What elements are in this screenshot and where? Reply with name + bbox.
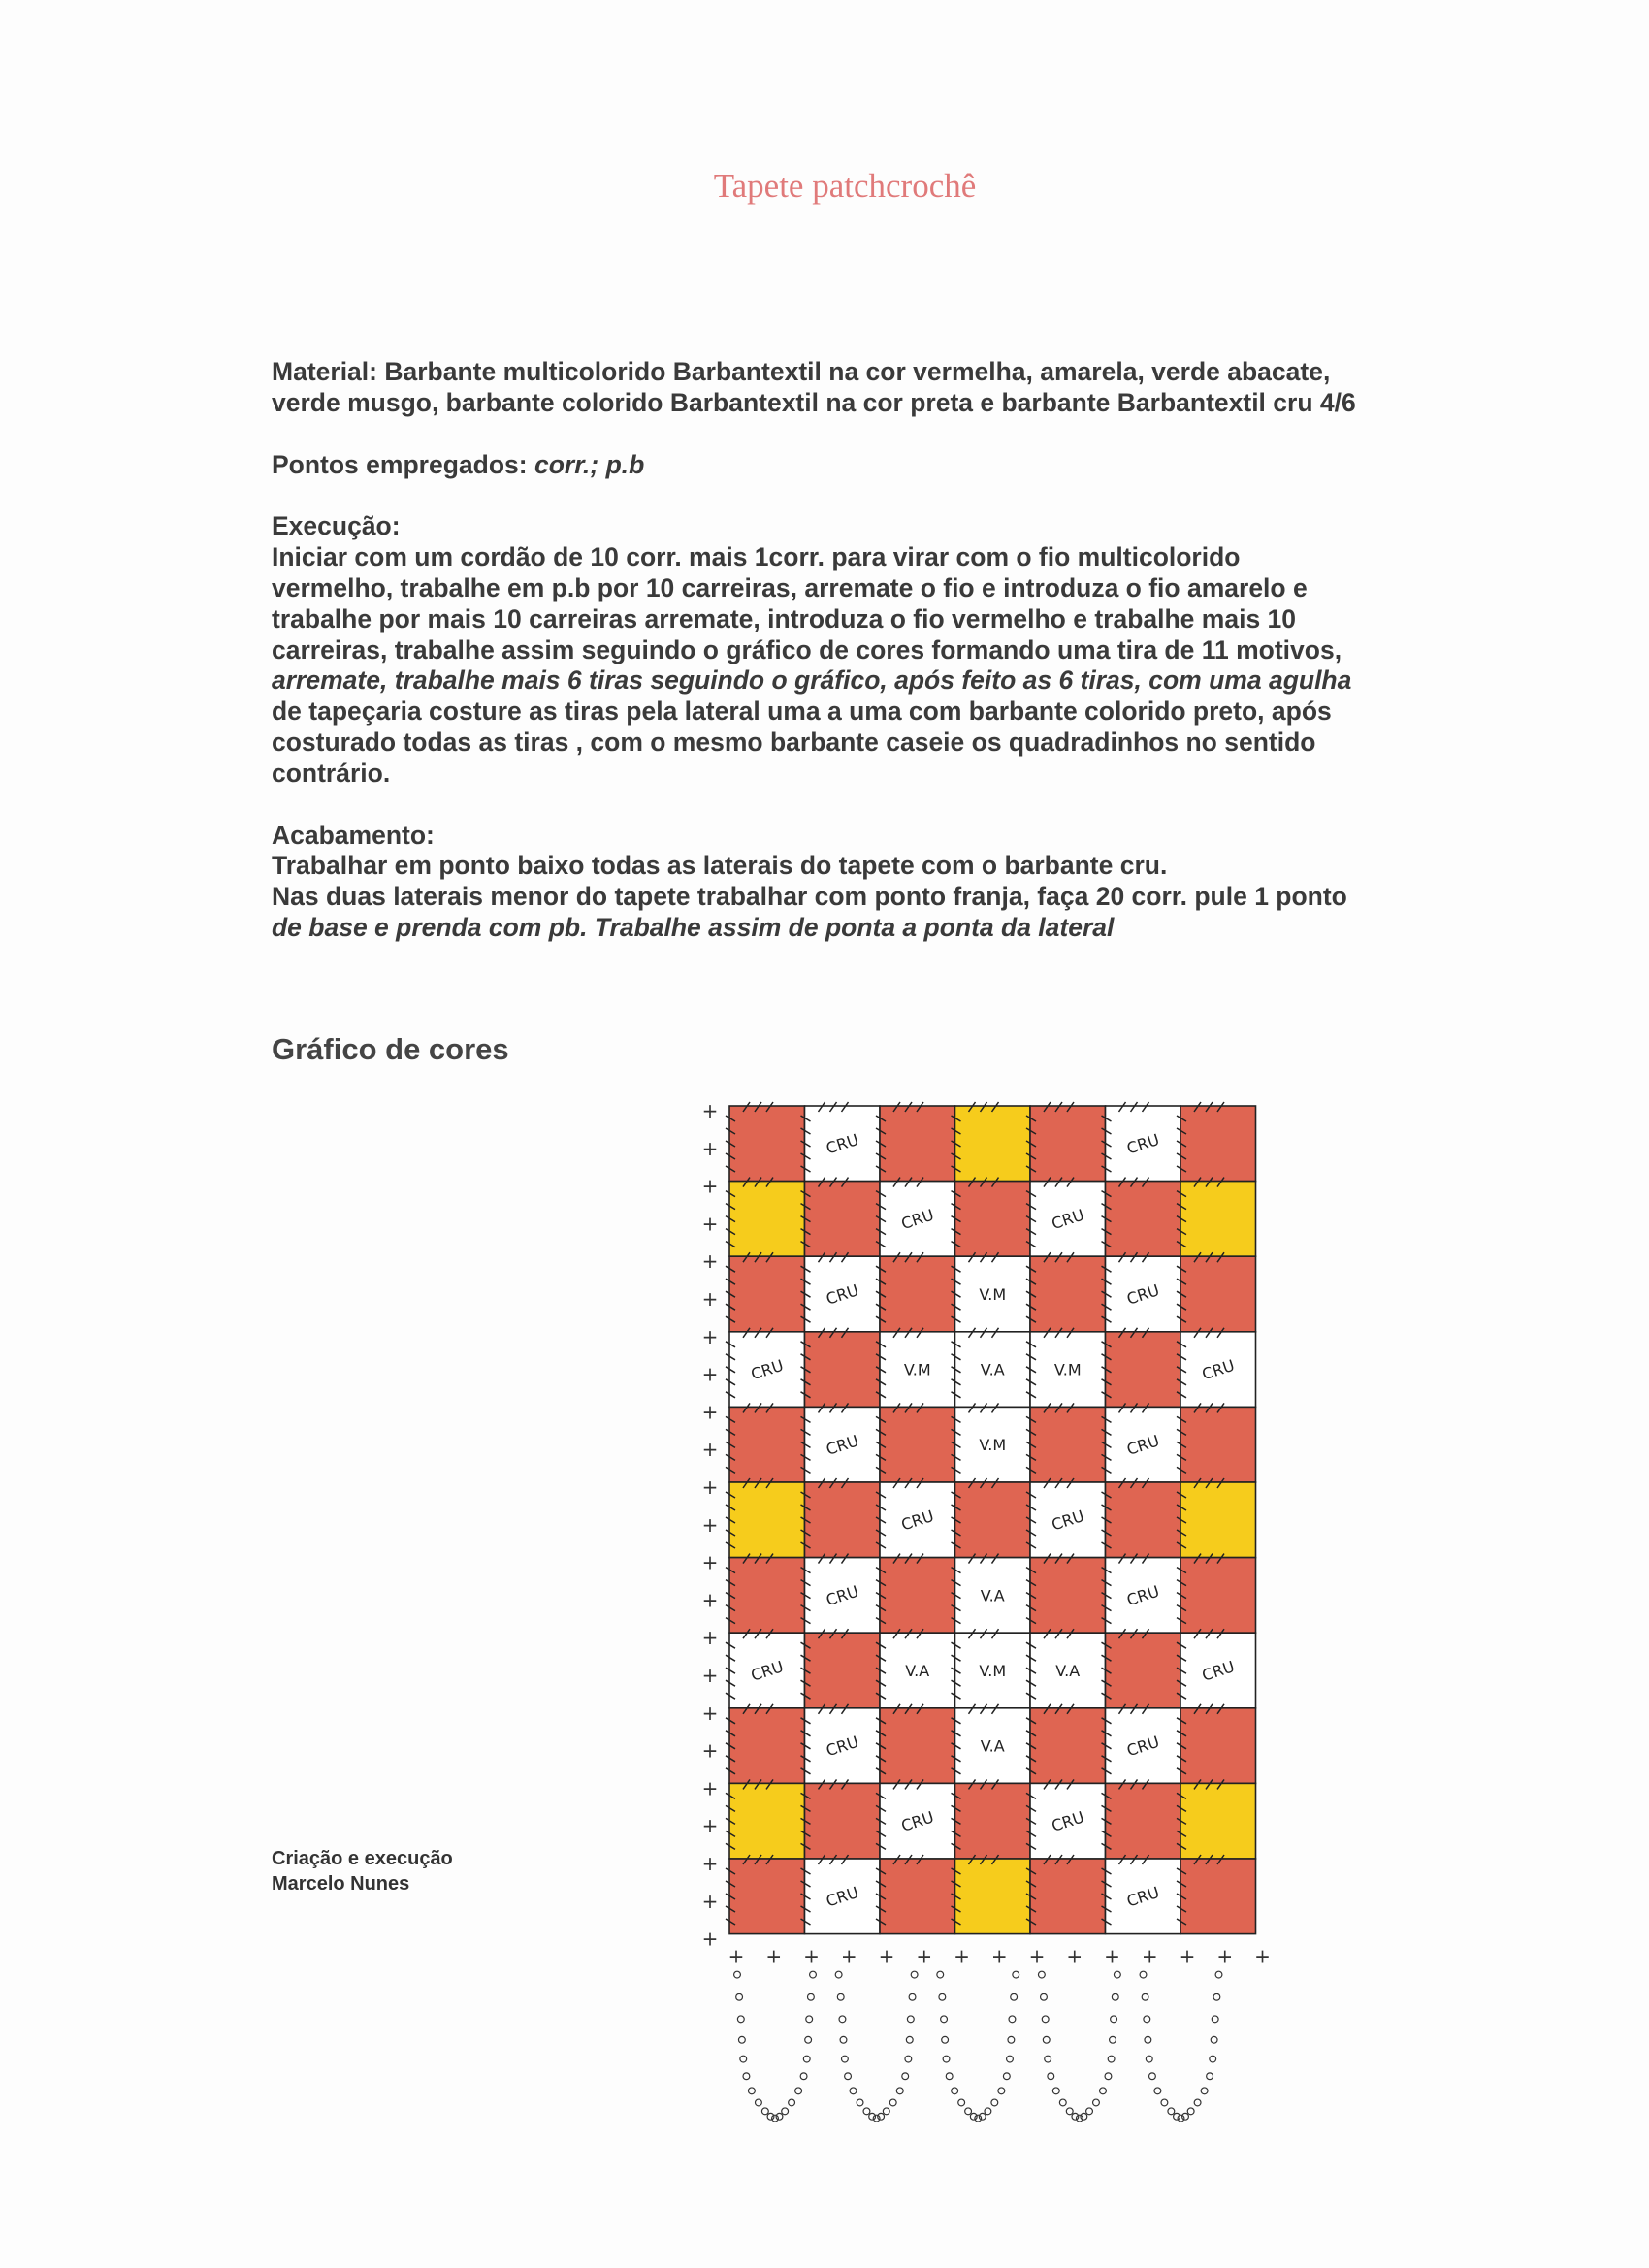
fringe-chain-stitch (737, 2016, 744, 2023)
fringe-chain-stitch (839, 2016, 846, 2023)
acabamento-line: Trabalhar em ponto baixo todas as laterais do tapete com o barbante cru. (272, 851, 1168, 881)
fringe-chain-stitch (806, 2016, 813, 2023)
fringe-chain-stitch (1108, 2056, 1115, 2062)
fringe-chain-stitch (767, 2113, 774, 2120)
cell-label: CRU (824, 1431, 861, 1459)
fringe-chain-stitch (1003, 2073, 1010, 2080)
chart-cell (880, 1558, 955, 1634)
plus-mark: + (990, 1944, 1008, 1968)
chart-cell (1030, 1708, 1106, 1784)
fringe-chain-stitch (1212, 2016, 1218, 2023)
fringe-chain-stitch (902, 2073, 909, 2080)
chart-cell (729, 1182, 805, 1257)
cell-label: V.M (979, 1285, 1007, 1304)
cell-label: CRU (824, 1882, 861, 1911)
fringe-chain-stitch (857, 2099, 863, 2106)
fringe-chain-stitch (1146, 2056, 1152, 2062)
fringe-chain-stitch (1086, 2108, 1093, 2115)
fringe-chain-stitch (878, 2113, 885, 2120)
execucao-line: arremate, trabalhe mais 6 tiras seguindo o gráfico, após feito as 6 tiras, com uma agulha (272, 665, 1352, 696)
fringe-chain-stitch (985, 2108, 991, 2115)
chart-cell (1180, 1106, 1256, 1182)
fringe-chain-stitch (1008, 2036, 1015, 2043)
fringe-chain-stitch (1207, 2073, 1213, 2080)
cell-label: CRU (1199, 1355, 1238, 1384)
chart-cell (1180, 1482, 1256, 1558)
fringe-chain-stitch (734, 1971, 741, 1978)
plus-mark: + (701, 1776, 719, 1800)
chart-cell (955, 1106, 1031, 1182)
cell-label: CRU (1124, 1581, 1162, 1610)
chart-cell (1106, 1482, 1181, 1558)
plus-mark: + (701, 1324, 719, 1348)
cell-label: V.A (980, 1360, 1005, 1379)
fringe-chain-stitch (943, 2056, 950, 2062)
plus-mark: + (701, 1400, 719, 1424)
plus-mark: + (701, 1550, 719, 1574)
plus-mark: + (701, 1852, 719, 1875)
fringe-chain-stitch (1140, 1971, 1147, 1978)
plus-mark: + (840, 1944, 857, 1968)
plus-mark: + (701, 1287, 719, 1311)
plus-mark: + (701, 1664, 719, 1687)
acabamento-heading: Acabamento: (272, 820, 435, 850)
fringe-chain-stitch (909, 1993, 916, 2000)
plus-mark: + (1141, 1944, 1158, 1968)
chart-cell (1180, 1783, 1256, 1859)
plus-mark: + (1066, 1944, 1083, 1968)
fringe-chain-stitch (1043, 2036, 1050, 2043)
cell-label: CRU (824, 1732, 861, 1761)
plus-mark: + (954, 1944, 970, 1968)
chart-cell (1180, 1407, 1256, 1482)
chart-cell (1106, 1182, 1181, 1257)
material-line-2: verde musgo, barbante colorido Barbantextil na cor preta e barbante Barbantextil cru 4/6 (272, 387, 1356, 417)
chart-cell (805, 1332, 881, 1408)
chart-cell (729, 1482, 805, 1558)
fringe-chain-stitch (1045, 2056, 1051, 2062)
fringe-chain-stitch (873, 2115, 880, 2122)
fringe-chain-stitch (837, 1993, 844, 2000)
fringe-chain-stitch (942, 2036, 949, 2043)
fringe-chain-stitch (1052, 2088, 1059, 2094)
fringe-chain-stitch (1144, 2016, 1150, 2023)
fringe-chain-stitch (1009, 2016, 1016, 2023)
fringe-chain-stitch (841, 2056, 848, 2062)
fringe-chain-stitch (1210, 2056, 1216, 2062)
fringe-chain-stitch (850, 2088, 857, 2094)
cell-label: CRU (824, 1581, 861, 1610)
chart-cell (805, 1633, 881, 1708)
plus-mark: + (701, 1174, 719, 1198)
chart-cell (880, 1708, 955, 1784)
fringe-chain-stitch (1093, 2099, 1100, 2106)
fringe-chain-stitch (1059, 2099, 1066, 2106)
execucao-line: vermelho, trabalhe em p.b por 10 carreiras, arremate o fio e introduza o fio amarelo e (272, 572, 1308, 602)
plus-mark: + (701, 1701, 719, 1725)
grafico-heading: Gráfico de cores (272, 1032, 509, 1066)
cell-label: CRU (1124, 1431, 1162, 1459)
chart-cell (1030, 1256, 1106, 1332)
fringe-chain-stitch (975, 2115, 982, 2122)
chart-cell (880, 1106, 955, 1182)
fringe-chain-stitch (738, 2036, 745, 2043)
chart-cell (729, 1708, 805, 1784)
chart-cell (1030, 1558, 1106, 1634)
fringe-chain-stitch (1011, 1993, 1018, 2000)
cell-label: CRU (1049, 1205, 1087, 1234)
chart-cell (805, 1783, 881, 1859)
chart-cell (729, 1256, 805, 1332)
plus-mark: + (701, 1738, 719, 1763)
chart-cell (1030, 1106, 1106, 1182)
cell-label: CRU (748, 1657, 787, 1685)
cell-label: CRU (898, 1205, 937, 1234)
plus-mark: + (701, 1099, 719, 1122)
plus-mark: + (765, 1944, 783, 1968)
fringe-chain-stitch (1105, 2073, 1112, 2080)
fringe-chain-stitch (905, 2056, 912, 2062)
chart-cell (729, 1407, 805, 1482)
fringe-chain-stitch (1111, 2016, 1117, 2023)
fringe-chain-stitch (958, 2099, 965, 2106)
cell-label: V.M (979, 1662, 1007, 1680)
chart-cell (880, 1859, 955, 1934)
fringe-chain-stitch (1038, 1971, 1045, 1978)
credits-line-1: Criação e execução (272, 1848, 453, 1869)
fringe-chain-stitch (979, 2113, 986, 2120)
fringe-chain-stitch (1114, 1971, 1120, 1978)
cell-label: V.A (1055, 1662, 1081, 1680)
fringe-chain-stitch (946, 2073, 953, 2080)
chart-cell (729, 1558, 805, 1634)
fringe-chain-stitch (1213, 1993, 1220, 2000)
fringe-chain-stitch (896, 2088, 903, 2094)
chart-cell (729, 1106, 805, 1182)
plus-mark: + (803, 1944, 820, 1968)
chart-cell (1180, 1182, 1256, 1257)
fringe-chain-stitch (740, 2056, 747, 2062)
cell-label: V.A (980, 1586, 1005, 1605)
fringe-chain-stitch (1081, 2113, 1087, 2120)
plus-mark: + (701, 1588, 719, 1612)
fringe-chain-stitch (789, 2099, 795, 2106)
chart-cell (955, 1859, 1031, 1934)
fringe-chain-stitch (776, 2113, 783, 2120)
fringe-chain-stitch (1168, 2108, 1175, 2115)
plus-mark: + (701, 1889, 719, 1913)
chart-cell (880, 1256, 955, 1332)
plus-mark: + (701, 1136, 719, 1160)
fringe-chain-stitch (800, 2073, 807, 2080)
execucao-line: trabalhe por mais 10 carreiras arremate, introduza o fio vermelho e trabalhe mais 10 (272, 603, 1297, 633)
fringe-chain-stitch (1112, 1993, 1118, 2000)
fringe-chain-stitch (1076, 2115, 1083, 2122)
fringe-chain-stitch (1149, 2073, 1156, 2080)
cell-label: CRU (1124, 1732, 1162, 1761)
plus-mark: + (1028, 1944, 1046, 1968)
plus-mark: + (701, 1626, 719, 1650)
chart-cell (880, 1407, 955, 1482)
plus-mark: + (728, 1944, 745, 1968)
fringe-chain-stitch (1154, 2088, 1161, 2094)
fringe-chain-stitch (808, 1993, 815, 2000)
cell-label: V.A (905, 1662, 930, 1680)
plus-mark: + (701, 1438, 719, 1462)
chart-cell (1106, 1783, 1181, 1859)
plus-mark: + (701, 1362, 719, 1386)
fringe-chain-stitch (941, 2016, 948, 2023)
fringe-chain-stitch (1042, 2016, 1049, 2023)
execucao-line: de tapeçaria costure as tiras pela lateral uma a uma com barbante colorido preto, após (272, 697, 1332, 727)
fringe-chain-stitch (756, 2099, 762, 2106)
credits-line-2: Marcelo Nunes (272, 1873, 410, 1895)
fringe-chain-stitch (937, 1971, 944, 1978)
cell-label: V.M (1053, 1360, 1082, 1379)
fringe-chain-stitch (952, 2088, 958, 2094)
fringe-chain-stitch (1041, 1993, 1048, 2000)
fringe-chain-stitch (911, 1971, 918, 1978)
fringe-chain-stitch (743, 2073, 750, 2080)
fringe-chain-stitch (795, 2088, 802, 2094)
plus-mark: + (1254, 1944, 1271, 1968)
fringe-chain-stitch (1013, 1971, 1019, 1978)
cell-label: V.M (979, 1436, 1007, 1455)
fringe-chain-stitch (1194, 2099, 1201, 2106)
cell-label: CRU (1049, 1506, 1087, 1535)
chart-cell (1180, 1859, 1256, 1934)
cell-label: CRU (1124, 1129, 1162, 1158)
chart-cell (955, 1783, 1031, 1859)
fringe-chain-stitch (939, 1993, 946, 2000)
fringe-chain-stitch (906, 2036, 913, 2043)
fringe-chain-stitch (1072, 2113, 1079, 2120)
chart-cell (1106, 1633, 1181, 1708)
fringe-chain-stitch (845, 2073, 852, 2080)
cell-label: CRU (1049, 1807, 1087, 1835)
fringe-chain-stitch (1187, 2108, 1194, 2115)
chart-cell (729, 1783, 805, 1859)
fringe-chain-stitch (805, 2036, 812, 2043)
chart-cell (1106, 1332, 1181, 1408)
fringe-chain-stitch (1048, 2073, 1054, 2080)
pontos-value: corr.; p.b (534, 449, 645, 479)
cell-label: V.A (980, 1736, 1005, 1756)
fringe-chain-stitch (907, 2016, 914, 2023)
fringe-chain-stitch (810, 1971, 817, 1978)
cell-label: CRU (898, 1506, 937, 1535)
plus-mark: + (701, 1814, 719, 1838)
plus-mark: + (916, 1944, 933, 1968)
fringe-chain-stitch (991, 2099, 998, 2106)
execucao-line: costurado todas as tiras , com o mesmo barbante caseie os quadradinhos no sentido (272, 727, 1316, 757)
page-title: Tapete patchcrochê (713, 167, 977, 205)
cell-label: CRU (748, 1355, 787, 1384)
chart-cell (1030, 1859, 1106, 1934)
chart-cell (1180, 1256, 1256, 1332)
fringe-chain-stitch (1142, 1993, 1148, 2000)
fringe-chain-stitch (1211, 2036, 1217, 2043)
fringe-chain-stitch (869, 2113, 876, 2120)
pontos-label: Pontos empregados: (272, 449, 528, 479)
fringe-chain-stitch (863, 2108, 870, 2115)
fringe-chain-stitch (1110, 2036, 1116, 2043)
fringe-chain-stitch (835, 1971, 842, 1978)
chart-cell (1180, 1708, 1256, 1784)
chart-cell (1180, 1558, 1256, 1634)
fringe-chain-stitch (1145, 2036, 1151, 2043)
cell-label: CRU (824, 1280, 861, 1309)
execucao-heading: Execução: (272, 511, 401, 541)
fringe-chain-stitch (1215, 1971, 1222, 1978)
chart-cell (729, 1859, 805, 1934)
cell-label: CRU (824, 1129, 861, 1158)
fringe-chain-stitch (889, 2099, 896, 2106)
fringe-chain-stitch (772, 2115, 779, 2122)
plus-mark: + (1104, 1944, 1120, 1968)
fringe-chain-stitch (883, 2108, 889, 2115)
fringe-chain-stitch (1182, 2113, 1189, 2120)
fringe-chain-stitch (803, 2056, 810, 2062)
execucao-line: carreiras, trabalhe assim seguindo o gráfico de cores formando uma tira de 11 motivos, (272, 634, 1342, 664)
fringe-chain-stitch (1007, 2056, 1014, 2062)
fringe-chain-stitch (736, 1993, 743, 2000)
plus-mark: + (878, 1944, 895, 1968)
plus-mark: + (701, 1512, 719, 1537)
chart-cell (805, 1182, 881, 1257)
fringe-chain-stitch (970, 2113, 977, 2120)
plus-mark: + (1179, 1944, 1196, 1968)
fringe-chain-stitch (782, 2108, 789, 2115)
fringe-chain-stitch (965, 2108, 972, 2115)
plus-mark: + (701, 1927, 719, 1951)
execucao-line: Iniciar com um cordão de 10 corr. mais 1corr. para virar com o fio multicolorido (272, 542, 1241, 572)
chart-cell (955, 1482, 1031, 1558)
fringe-chain-stitch (998, 2088, 1005, 2094)
cell-label: CRU (898, 1807, 937, 1835)
cell-label: CRU (1124, 1280, 1162, 1309)
fringe-chain-stitch (1161, 2099, 1168, 2106)
material-line-1: Material: Barbante multicolorido Barbantextil na cor vermelha, amarela, verde abacate, (272, 357, 1331, 386)
fringe-chain-stitch (1201, 2088, 1208, 2094)
chart-cell (805, 1482, 881, 1558)
cell-label: CRU (1124, 1882, 1162, 1911)
acabamento-line: de base e prenda com pb. Trabalhe assim de ponta a ponta da lateral (272, 912, 1115, 942)
fringe-chain-stitch (1174, 2113, 1180, 2120)
plus-mark: + (701, 1249, 719, 1274)
fringe-chain-stitch (840, 2036, 847, 2043)
cell-label: CRU (1199, 1657, 1238, 1685)
fringe-chain-stitch (1066, 2108, 1073, 2115)
plus-mark: + (701, 1475, 719, 1499)
fringe-chain-stitch (1178, 2115, 1184, 2122)
chart-cell (955, 1182, 1031, 1257)
cell-label: V.M (903, 1360, 931, 1379)
fringe-chain-stitch (749, 2088, 756, 2094)
fringe-chain-stitch (1100, 2088, 1107, 2094)
chart-cell (1030, 1407, 1106, 1482)
acabamento-line: Nas duas laterais menor do tapete trabalhar com ponto franja, faça 20 corr. pule 1 ponto (272, 882, 1347, 912)
execucao-line: contrário. (272, 758, 391, 788)
plus-mark: + (701, 1212, 719, 1236)
plus-mark: + (1216, 1944, 1234, 1968)
fringe-chain-stitch (761, 2108, 768, 2115)
